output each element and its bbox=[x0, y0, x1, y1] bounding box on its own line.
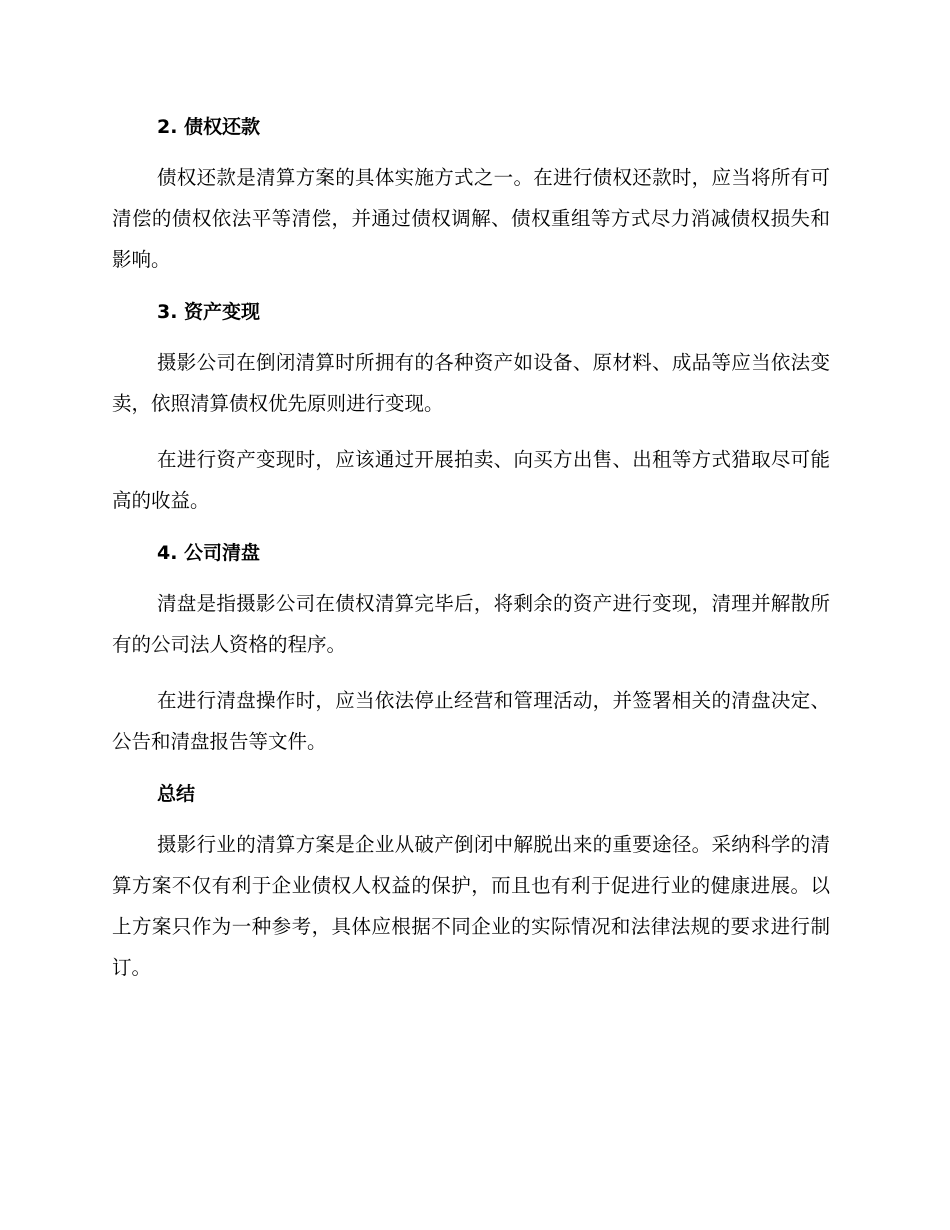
document-body bbox=[112, 110, 830, 988]
paragraph: 摄影行业的清算方案是企业从破产倒闭中解脱出来的重要途径。采纳科学的清算方案不仅有利于企业债权人权益的保护，而且也有利于促进行业的健康进展。以上方案只作为一种参考，具体应根据不同企业的实际情况和法律法规的要求进行制订。 bbox=[112, 833, 830, 979]
section-company-liquidation bbox=[112, 536, 830, 762]
paragraph: 债权还款是清算方案的具体实施方式之一。在进行债权还款时，应当将所有可清偿的债权依法平等清偿，并通过债权调解、债权重组等方式尽力消减债权损失和影响。 bbox=[112, 166, 830, 271]
section-heading: 总结 bbox=[157, 783, 196, 805]
paragraph: 在进行清盘操作时，应当依法停止经营和管理活动，并签署相关的清盘决定、公告和清盘报告等文件。 bbox=[112, 689, 830, 753]
paragraph: 清盘是指摄影公司在债权清算完毕后，将剩余的资产进行变现，清理并解散所有的公司法人资格的程序。 bbox=[112, 592, 830, 656]
section-summary bbox=[112, 777, 830, 988]
section-asset-liquidation bbox=[112, 295, 830, 521]
section-heading: 3. 资产变现 bbox=[157, 301, 261, 323]
section-heading: 4. 公司清盘 bbox=[157, 542, 261, 564]
section-debt-repayment bbox=[112, 110, 830, 280]
paragraph: 摄影公司在倒闭清算时所拥有的各种资产如设备、原材料、成品等应当依法变卖，依照清算债权优先原则进行变现。 bbox=[112, 351, 830, 415]
paragraph: 在进行资产变现时，应该通过开展拍卖、向买方出售、出租等方式猎取尽可能高的收益。 bbox=[112, 448, 830, 512]
section-heading: 2. 债权还款 bbox=[157, 116, 261, 138]
